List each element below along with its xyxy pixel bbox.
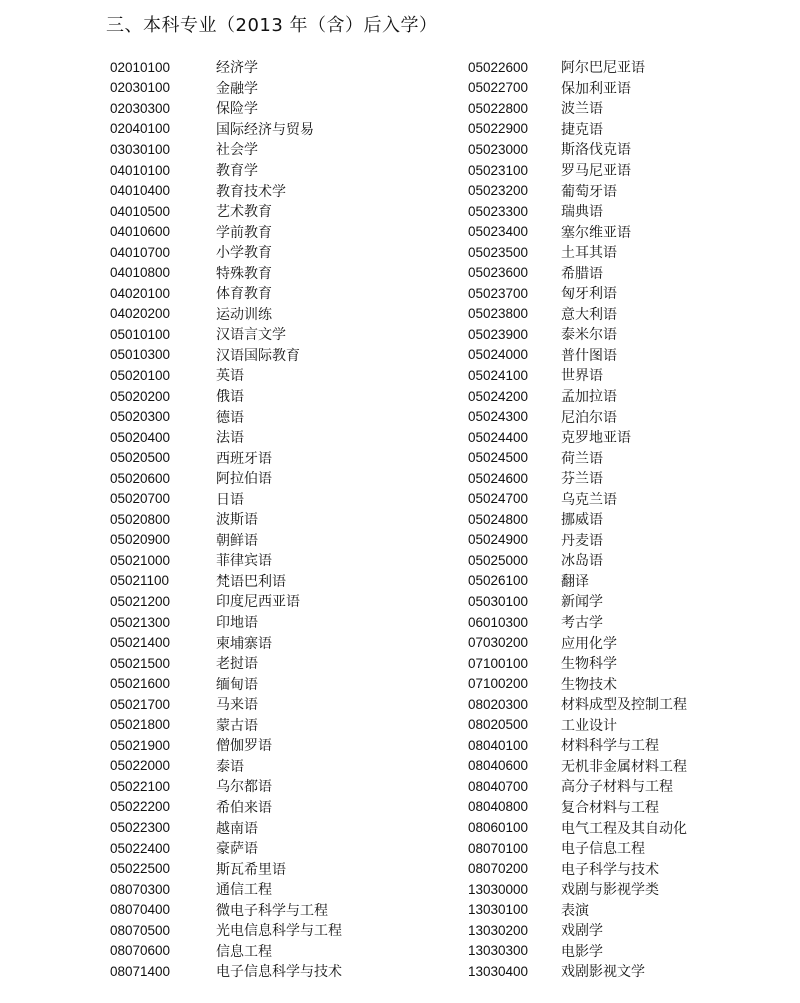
major-name: 信息工程 xyxy=(216,943,272,960)
major-row xyxy=(468,98,687,119)
major-code: 06010300 xyxy=(468,614,529,630)
major-name: 马来语 xyxy=(216,697,258,714)
major-row xyxy=(468,961,687,982)
major-code: 08040600 xyxy=(468,758,529,774)
major-code: 05023200 xyxy=(468,183,529,199)
major-name: 考古学 xyxy=(561,615,603,632)
major-name: 复合材料与工程 xyxy=(561,799,659,816)
major-name: 小学教育 xyxy=(216,245,272,262)
major-name: 金融学 xyxy=(216,80,258,97)
major-code: 05022500 xyxy=(110,861,171,877)
major-name: 光电信息科学与工程 xyxy=(216,923,342,940)
major-name: 艺术教育 xyxy=(216,204,272,221)
major-code: 05020100 xyxy=(110,367,171,383)
major-row xyxy=(468,447,687,468)
major-row xyxy=(110,735,342,756)
major-code: 05023300 xyxy=(468,203,529,219)
right-major-list xyxy=(468,57,687,982)
major-code: 08040100 xyxy=(468,737,529,753)
major-row xyxy=(110,715,342,736)
major-code: 02030100 xyxy=(110,80,171,96)
major-name: 斯瓦希里语 xyxy=(216,861,286,878)
major-code: 08020300 xyxy=(468,696,529,712)
major-row xyxy=(468,797,687,818)
major-code: 05020400 xyxy=(110,429,171,445)
major-row xyxy=(110,98,342,119)
major-code: 05023400 xyxy=(468,224,529,240)
major-name: 荷兰语 xyxy=(561,450,603,467)
major-name: 电子信息科学与技术 xyxy=(216,964,342,981)
major-name: 罗马尼亚语 xyxy=(561,163,631,179)
major-name: 英语 xyxy=(216,368,244,385)
major-code: 05020200 xyxy=(110,388,171,404)
major-row xyxy=(110,550,342,571)
major-name: 汉语国际教育 xyxy=(216,347,300,364)
major-name: 戏剧学 xyxy=(561,923,603,940)
major-row xyxy=(110,447,342,468)
major-name: 希腊语 xyxy=(561,265,603,282)
major-name: 无机非金属材料工程 xyxy=(561,758,687,775)
major-row xyxy=(110,653,342,674)
major-code: 05024200 xyxy=(468,388,529,404)
major-row xyxy=(468,817,687,838)
major-row xyxy=(110,838,342,859)
major-code: 05020500 xyxy=(110,450,171,466)
major-name: 学前教育 xyxy=(216,224,272,241)
major-code: 08070400 xyxy=(110,902,171,918)
major-code: 04010100 xyxy=(110,162,171,178)
major-code: 04010400 xyxy=(110,183,171,199)
major-row xyxy=(468,406,687,427)
major-name: 微电子科学与工程 xyxy=(216,902,328,919)
major-row xyxy=(468,242,687,263)
major-name: 蒙古语 xyxy=(216,717,258,734)
major-name: 戏剧影视文学 xyxy=(561,964,645,981)
major-name: 应用化学 xyxy=(561,635,617,652)
major-row xyxy=(110,776,342,797)
major-row xyxy=(468,365,687,386)
major-name: 汉语言文学 xyxy=(216,327,286,344)
major-row xyxy=(110,57,342,78)
major-code: 05022400 xyxy=(110,840,171,856)
major-name: 戏剧与影视学类 xyxy=(561,882,659,899)
major-name: 工业设计 xyxy=(561,717,617,734)
major-name: 电影学 xyxy=(561,943,603,960)
major-row xyxy=(110,673,342,694)
major-code: 04010600 xyxy=(110,224,171,240)
major-name: 柬埔寨语 xyxy=(216,635,272,652)
major-code: 13030200 xyxy=(468,922,529,938)
major-row xyxy=(468,715,687,736)
major-name: 高分子材料与工程 xyxy=(561,779,673,796)
major-code: 07100100 xyxy=(468,655,529,671)
major-row xyxy=(468,139,687,160)
major-name: 泰语 xyxy=(216,758,244,775)
major-code: 05021300 xyxy=(110,614,171,630)
major-name: 阿拉伯语 xyxy=(216,471,272,488)
major-code: 08070500 xyxy=(110,922,171,938)
major-code: 08070100 xyxy=(468,840,529,856)
major-row xyxy=(468,386,687,407)
major-code: 08060100 xyxy=(468,820,529,835)
major-row xyxy=(110,468,342,489)
major-code: 04010500 xyxy=(110,203,171,219)
major-code: 05022800 xyxy=(468,100,529,116)
major-row xyxy=(468,345,687,366)
major-name: 日语 xyxy=(216,491,244,508)
major-code: 04020200 xyxy=(110,306,171,322)
major-code: 05021100 xyxy=(110,573,170,589)
major-code: 08070200 xyxy=(468,861,529,877)
major-code: 05023600 xyxy=(468,265,529,281)
major-name: 法语 xyxy=(216,430,244,447)
major-name: 生物技术 xyxy=(561,676,617,693)
major-name: 特殊教育 xyxy=(216,265,272,282)
major-name: 波斯语 xyxy=(216,512,258,529)
major-row xyxy=(110,242,342,263)
major-row xyxy=(110,961,342,982)
major-name: 翻译 xyxy=(561,573,589,590)
major-row xyxy=(110,119,342,140)
major-code: 08020500 xyxy=(468,717,529,733)
major-code: 05024600 xyxy=(468,470,529,486)
major-row xyxy=(468,550,687,571)
major-name: 僧伽罗语 xyxy=(216,738,272,755)
major-row xyxy=(468,591,687,612)
major-name: 阿尔巴尼亚语 xyxy=(561,60,645,77)
major-code: 05021700 xyxy=(110,696,171,712)
major-code: 13030300 xyxy=(468,943,529,959)
major-row xyxy=(468,920,687,941)
major-name: 瑞典语 xyxy=(561,204,603,221)
major-name: 表演 xyxy=(561,902,589,919)
major-code: 05023500 xyxy=(468,244,529,260)
major-name: 冰岛语 xyxy=(561,553,603,570)
major-name: 印度尼西亚语 xyxy=(216,594,300,611)
major-code: 05022900 xyxy=(468,121,529,137)
major-row xyxy=(110,345,342,366)
major-code: 05020700 xyxy=(110,491,171,507)
major-row xyxy=(468,571,687,592)
major-row xyxy=(110,941,342,962)
major-code: 05021400 xyxy=(110,635,171,651)
major-name: 印地语 xyxy=(216,615,258,632)
major-code: 05024300 xyxy=(468,409,529,425)
major-name: 孟加拉语 xyxy=(561,389,617,406)
major-row xyxy=(110,324,342,345)
major-row xyxy=(110,180,342,201)
major-name: 希伯来语 xyxy=(216,799,272,816)
major-row xyxy=(110,488,342,509)
major-name: 泰米尔语 xyxy=(561,327,617,344)
left-major-list xyxy=(110,57,342,982)
major-name: 教育学 xyxy=(216,163,258,179)
major-row xyxy=(468,879,687,900)
major-code: 02010100 xyxy=(110,59,171,75)
major-row xyxy=(110,427,342,448)
major-name: 老挝语 xyxy=(216,656,258,673)
major-row xyxy=(110,694,342,715)
major-code: 05022600 xyxy=(468,59,529,75)
major-name: 梵语巴利语 xyxy=(216,573,286,590)
major-row xyxy=(468,201,687,222)
major-row xyxy=(110,571,342,592)
major-row xyxy=(110,797,342,818)
major-name: 豪萨语 xyxy=(216,841,258,858)
major-row xyxy=(468,530,687,551)
major-code: 04010800 xyxy=(110,265,171,281)
major-name: 德语 xyxy=(216,409,244,426)
major-name: 普什图语 xyxy=(561,347,617,364)
major-name: 土耳其语 xyxy=(561,245,617,262)
major-row xyxy=(468,941,687,962)
major-row xyxy=(468,735,687,756)
major-row xyxy=(468,262,687,283)
major-row xyxy=(110,304,342,325)
major-row xyxy=(110,530,342,551)
major-code: 05022100 xyxy=(110,778,171,794)
major-name: 西班牙语 xyxy=(216,450,272,467)
major-code: 05024000 xyxy=(468,347,529,363)
major-name: 塞尔维亚语 xyxy=(561,224,631,241)
major-name: 电气工程及其自动化 xyxy=(561,820,687,837)
major-row xyxy=(468,160,687,181)
major-row xyxy=(468,509,687,530)
major-row xyxy=(110,221,342,242)
major-code: 05024400 xyxy=(468,429,529,445)
major-row xyxy=(468,838,687,859)
major-code: 08040800 xyxy=(468,799,529,815)
major-name: 捷克语 xyxy=(561,121,603,138)
major-code: 05022300 xyxy=(110,820,171,835)
major-code: 05021800 xyxy=(110,717,171,733)
major-row xyxy=(468,304,687,325)
major-code: 05021600 xyxy=(110,676,171,692)
major-row xyxy=(468,899,687,920)
major-code: 04020100 xyxy=(110,285,171,301)
major-name: 经济学 xyxy=(216,60,258,77)
major-row xyxy=(110,817,342,838)
major-code: 13030000 xyxy=(468,881,529,897)
major-row xyxy=(468,632,687,653)
major-code: 05021200 xyxy=(110,593,171,609)
major-row xyxy=(468,57,687,78)
major-code: 05020800 xyxy=(110,511,171,527)
major-name: 体育教育 xyxy=(216,286,272,303)
major-row xyxy=(468,427,687,448)
major-code: 05023700 xyxy=(468,285,529,301)
major-row xyxy=(468,468,687,489)
major-name: 保险学 xyxy=(216,101,258,118)
major-row xyxy=(110,201,342,222)
major-row xyxy=(110,612,342,633)
major-row xyxy=(468,488,687,509)
major-code: 02040100 xyxy=(110,121,171,137)
major-name: 朝鲜语 xyxy=(216,532,258,549)
major-row xyxy=(468,221,687,242)
major-row xyxy=(110,406,342,427)
major-code: 13030100 xyxy=(468,902,529,918)
major-name: 乌尔都语 xyxy=(216,779,272,796)
major-name: 运动训练 xyxy=(216,306,272,323)
major-row xyxy=(468,180,687,201)
major-name: 生物科学 xyxy=(561,656,617,673)
major-name: 葡萄牙语 xyxy=(561,183,617,200)
major-name: 社会学 xyxy=(216,142,258,159)
major-name: 菲律宾语 xyxy=(216,553,272,570)
major-row xyxy=(110,756,342,777)
major-name: 克罗地亚语 xyxy=(561,430,631,447)
major-code: 05022200 xyxy=(110,799,171,815)
major-code: 05020600 xyxy=(110,470,171,486)
major-code: 13030400 xyxy=(468,963,529,979)
major-code: 05022000 xyxy=(110,758,171,774)
major-row xyxy=(468,612,687,633)
major-row xyxy=(110,591,342,612)
major-name: 国际经济与贸易 xyxy=(216,121,314,138)
major-row xyxy=(110,879,342,900)
major-code: 05021500 xyxy=(110,655,171,671)
major-name: 通信工程 xyxy=(216,882,272,899)
major-row xyxy=(468,283,687,304)
major-code: 05010100 xyxy=(110,326,171,342)
major-name: 电子信息工程 xyxy=(561,841,645,858)
major-row xyxy=(110,160,342,181)
major-row xyxy=(468,776,687,797)
major-name: 芬兰语 xyxy=(561,471,603,488)
major-row xyxy=(468,756,687,777)
major-row xyxy=(110,632,342,653)
major-name: 波兰语 xyxy=(561,101,603,118)
major-name: 俄语 xyxy=(216,389,244,406)
major-name: 乌克兰语 xyxy=(561,491,617,508)
major-code: 05021000 xyxy=(110,552,171,568)
major-code: 05022700 xyxy=(468,80,529,96)
major-name: 教育技术学 xyxy=(216,183,286,200)
major-row xyxy=(110,283,342,304)
major-code: 05023100 xyxy=(468,162,529,178)
major-name: 斯洛伐克语 xyxy=(561,142,631,159)
major-row xyxy=(110,386,342,407)
major-name: 缅甸语 xyxy=(216,676,258,693)
major-code: 05020900 xyxy=(110,532,171,548)
major-code: 05024800 xyxy=(468,511,529,527)
major-row xyxy=(110,858,342,879)
major-code: 05023000 xyxy=(468,141,529,157)
major-name: 保加利亚语 xyxy=(561,80,631,97)
major-code: 07100200 xyxy=(468,676,529,692)
major-code: 05023900 xyxy=(468,326,529,342)
major-code: 07030200 xyxy=(468,635,529,651)
major-row xyxy=(110,365,342,386)
major-code: 05020300 xyxy=(110,409,171,425)
major-row xyxy=(468,653,687,674)
major-name: 尼泊尔语 xyxy=(561,409,617,426)
major-row xyxy=(110,139,342,160)
major-code: 05021900 xyxy=(110,737,171,753)
major-name: 材料成型及控制工程 xyxy=(561,697,687,714)
major-code: 08040700 xyxy=(468,778,529,794)
major-name: 越南语 xyxy=(216,820,258,837)
major-code: 05025000 xyxy=(468,552,529,568)
major-name: 匈牙利语 xyxy=(561,286,617,303)
major-code: 03030100 xyxy=(110,141,171,157)
major-code: 05023800 xyxy=(468,306,529,322)
major-name: 丹麦语 xyxy=(561,532,603,549)
major-name: 挪威语 xyxy=(561,512,603,529)
major-name: 电子科学与技术 xyxy=(561,861,659,878)
major-row xyxy=(110,78,342,99)
major-name: 新闻学 xyxy=(561,594,603,611)
major-row xyxy=(468,694,687,715)
major-row xyxy=(468,673,687,694)
major-row xyxy=(110,920,342,941)
major-code: 05024900 xyxy=(468,532,529,548)
major-code: 08070600 xyxy=(110,943,171,959)
major-code: 04010700 xyxy=(110,244,171,260)
major-name: 材料科学与工程 xyxy=(561,738,659,755)
major-code: 05010300 xyxy=(110,347,171,363)
major-name: 意大利语 xyxy=(561,306,617,323)
major-row xyxy=(110,262,342,283)
major-code: 05024100 xyxy=(468,367,529,383)
major-code: 08070300 xyxy=(110,881,171,897)
major-row xyxy=(110,899,342,920)
major-row xyxy=(468,78,687,99)
major-row xyxy=(468,119,687,140)
major-code: 05024700 xyxy=(468,491,529,507)
major-row xyxy=(110,509,342,530)
major-row xyxy=(468,858,687,879)
major-code: 08071400 xyxy=(110,963,171,979)
major-row xyxy=(468,324,687,345)
major-code: 05024500 xyxy=(468,450,529,466)
major-code: 05026100 xyxy=(468,573,529,589)
section-heading: 三、本科专业（2013 年（含）后入学） xyxy=(106,15,438,36)
major-name: 世界语 xyxy=(561,368,603,385)
major-code: 02030300 xyxy=(110,100,171,116)
major-code: 05030100 xyxy=(468,593,529,609)
